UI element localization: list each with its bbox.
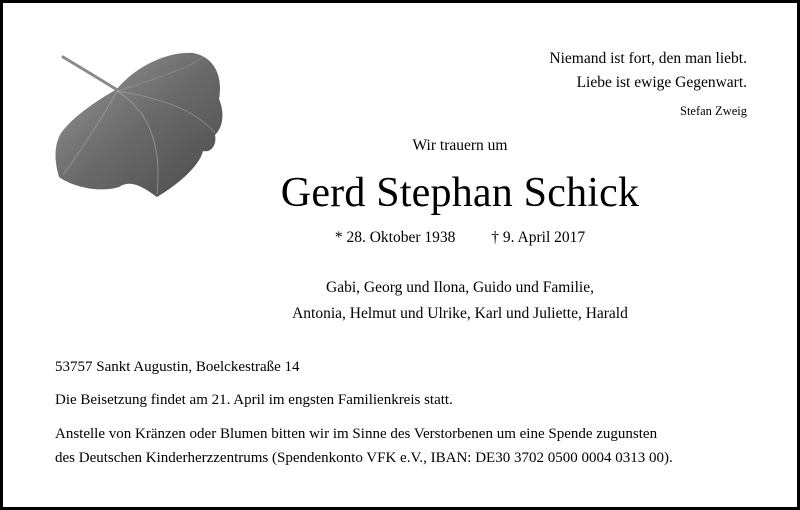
birth-date: * 28. Oktober 1938 [334,229,456,246]
quote-block [549,47,747,123]
quote-line-2: Liebe ist ewige Gegenwart. [576,74,747,91]
mourning-intro: Wir trauern um [412,137,508,154]
donation-line-1: Anstelle von Kränzen oder Blumen bitten wir im Sinne des Verstorbenen um eine Spende zugunsten [55,426,658,442]
family-line-1: Gabi, Georg und Ilona, Guido und Familie, [326,279,594,296]
family-members [3,275,800,327]
donation-line-2: des Deutschen Kinderherzzentrums (Spendenkonto VFK e.V., IBAN: DE30 3702 0500 0004 0313 00). [55,450,673,466]
burial-notice: Die Beisetzung findet am 21. April im engsten Familienkreis statt. [55,392,453,408]
life-dates [3,229,800,247]
family-line-2: Antonia, Helmut und Ulrike, Karl und Juliette, Harald [292,305,628,322]
address: 53757 Sankt Augustin, Boelckestraße 14 [55,359,300,375]
deceased-name: Gerd Stephan Schick [280,170,640,216]
donation-notice [55,422,775,470]
quote-line-1: Niemand ist fort, den man liebt. [549,50,747,67]
death-date: † 9. April 2017 [491,229,586,246]
quote-author: Stefan Zweig [680,104,747,118]
